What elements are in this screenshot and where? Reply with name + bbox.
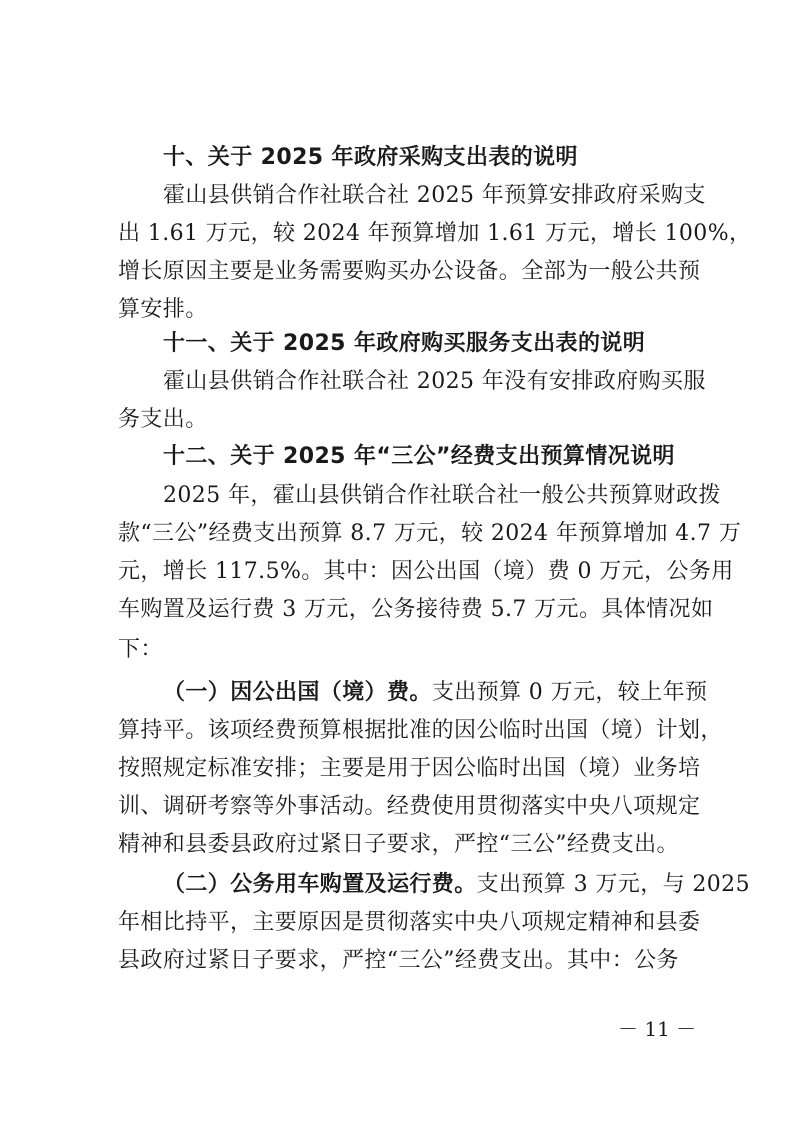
section-heading: 十二、关于 2025 年“三公”经费支出预算情况说明: [163, 444, 675, 469]
paragraph-line: 下：: [118, 637, 163, 662]
paragraph-line: 训、调研考察等外事活动。经费使用贯彻落实中央八项规定: [118, 794, 701, 819]
paragraph-line: 增长原因主要是业务需要购买办公设备。全部为一般公共预: [118, 259, 701, 284]
subsection-first-line: [163, 872, 750, 898]
paragraph-line: 款“三公”经费支出预算 8.7 万元，较 2024 年预算增加 4.7 万: [118, 521, 742, 546]
section-heading: 十一、关于 2025 年政府购买服务支出表的说明: [163, 331, 646, 356]
subsection-title: （一）因公出国（境）费。: [163, 680, 432, 705]
subsection-title: （二）公务用车购置及运行费。: [163, 872, 477, 897]
subsection-text: 支出预算 3 万元，与 2025: [476, 872, 750, 897]
paragraph-line: 精神和县委县政府过紧日子要求，严控“三公”经费支出。: [118, 832, 679, 857]
paragraph-line: 元，增长 117.5%。其中：因公出国（境）费 0 万元，公务用: [118, 559, 734, 584]
paragraph-line: 务支出。: [118, 407, 208, 432]
paragraph-line: 算持平。该项经费预算根据批准的因公临时出国（境）计划，: [118, 718, 723, 743]
paragraph-line: 年相比持平，主要原因是贯彻落实中央八项规定精神和县委: [118, 910, 701, 935]
paragraph-line: 2025 年，霍山县供销合作社联合社一般公共预算财政拨: [163, 483, 721, 508]
section-heading: 十、关于 2025 年政府采购支出表的说明: [163, 145, 578, 170]
paragraph-line: 按照规定标准安排；主要是用于因公临时出国（境）业务培: [118, 756, 701, 781]
page-number: － 11 －: [618, 1017, 697, 1041]
paragraph-line: 车购置及运行费 3 万元，公务接待费 5.7 万元。具体情况如: [118, 597, 714, 622]
subsection-first-line: [163, 680, 707, 706]
subsection-text: 支出预算 0 万元，较上年预: [431, 680, 708, 705]
paragraph-line: 霍山县供销合作社联合社 2025 年没有安排政府购买服: [163, 369, 706, 394]
paragraph-line: 出 1.61 万元，较 2024 年预算增加 1.61 万元，增长 100%，: [118, 221, 752, 246]
paragraph-line: 县政府过紧日子要求，严控“三公”经费支出。其中：公务: [118, 948, 679, 973]
paragraph-line: 算安排。: [118, 297, 208, 322]
paragraph-line: 霍山县供销合作社联合社 2025 年预算安排政府采购支: [163, 183, 706, 208]
